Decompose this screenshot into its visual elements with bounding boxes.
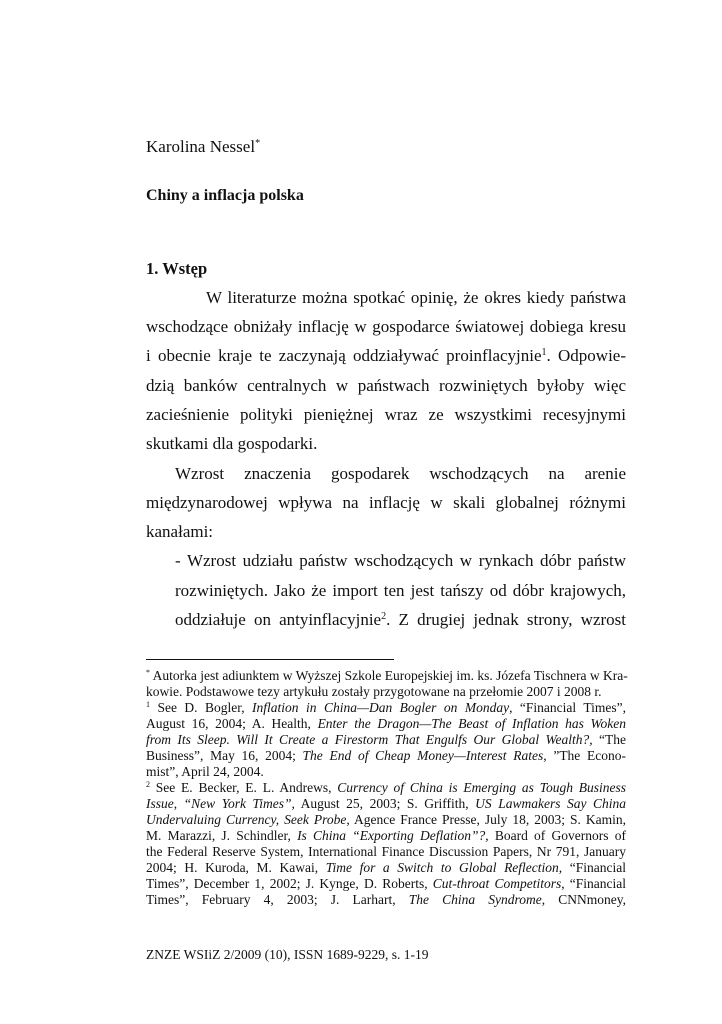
body-line: wschodzące obniżały inflację w gospodarce światowej dobiega kresu [146,317,626,336]
author-name [146,137,260,157]
footnote-text: August 16, 2004; A. Health, [146,716,318,731]
footnote-italic: Undervaluing Currency, Seek Probe [146,812,347,827]
body-line: skutkami dla gospodarki. [146,434,318,453]
body-line: zacieśnienie polityki pieniężnej wraz ze wszystkimi recesyjnymi [146,405,626,424]
footnote-ref: 1 [541,347,547,358]
footnote-text: See E. Becker, E. L. Andrews, [150,780,338,795]
footnote-text: See D. Bogler, [150,700,253,715]
footnote-line: kowie. Podstawowe tezy artykułu zostały przygotowane na przełomie 2007 i 2008 r. [146,684,602,699]
footnote-line [146,828,626,844]
footnote-ref: 2 [381,611,387,622]
footnote-text: , CNNmoney, [541,892,626,907]
footnote-italic: Is China “Exporting Deflation”? [297,828,486,843]
body-text: . Z drugiej jednak strony, wzrost [386,610,627,629]
page-footer: ZNZE WSIiZ 2/2009 (10), ISSN 1689-9229, s. 1-19 [146,947,429,962]
footnote-text: Times”, December 1, 2002; J. Kynge, D. Roberts, [146,876,433,891]
footnote-line [146,796,626,812]
bullet-line [175,609,626,631]
body-text: . Odpowie- [546,346,627,365]
footnote-italic: Currency of China is Emerging as Tough Business [337,780,626,795]
footnote-text: , “Financial Times”, [509,700,626,715]
footnote-text: , “Financial [561,876,627,891]
footnote-italic: Issue [146,796,174,811]
footnote-italic: Inflation in China—Dan Bogler on Monday [252,700,510,715]
footnote-line [146,716,626,732]
footnote-line [146,748,626,764]
footnote-mark: 1 [146,700,150,709]
footnote-mark: * [146,668,150,677]
footnote-text: M. Marazzi, J. Schindler, [146,828,298,843]
footnote-italic: from Its Sleep. Will It Create a Firestorm That Engulfs Our Global Wealth?, [146,732,593,747]
footnote-line [146,876,626,892]
body-line: dzią banków centralnych w państwach rozwiniętych byłoby więc [146,376,626,395]
body-line: międzynarodowej wpływa na inflację w skali globalnej różnymi [146,493,626,512]
footnote-line [146,732,626,748]
footnote-line [146,812,626,828]
section-heading: 1. Wstęp [146,259,208,278]
footnote-text: Times”, February 4, 2003; J. Larhart, [146,892,409,907]
footnote-italic: The End of Cheap Money—Interest Rates [302,748,544,763]
footnote-text: August 25, 2003; S. Griffith, [294,796,476,811]
body-line: kanałami: [146,522,214,541]
footnote-text: Autorka jest adiunktem w Wyższej Szkole Europejskiej im. ks. Józefa Tischnera w Kra- [150,668,628,683]
footnote-line: the Federal Reserve System, International Finance Discussion Papers, Nr 791, January [146,844,626,859]
footnote-separator [146,659,394,660]
footnote-italic: Cut-throat Competitors [432,876,562,891]
footnote-line [146,668,626,684]
footnote-italic: Enter the Dragon—The Beast of Inflation has Woken [317,716,626,731]
footnote-line: mist”, April 24, 2004. [146,764,264,779]
author-text: Karolina Nessel [146,137,256,156]
footnote-line [146,860,626,876]
footnote-italic: “New York Times”, [183,796,295,811]
body-text: i obecnie kraje te zaczynają oddziaływać proinflacyjnie [146,346,542,365]
article-title: Chiny a inflacja polska [146,187,304,204]
footnote-line [146,700,626,716]
body-line: Wzrost znaczenia gospodarek wschodzących na arenie [175,464,626,483]
footnote-italic: Time for a Switch to Global Reflection, [325,860,563,875]
footnote-text: Business”, May 16, 2004; [146,748,303,763]
body-line: W literaturze można spotkać opinię, że okres kiedy państwa [206,288,626,307]
body-line [146,345,626,367]
footnote-text: , Agence France Presse, July 18, 2003; S. Kamin, [346,812,626,827]
footnote-text: , ”The Econo- [543,748,626,763]
footnote-text: , [173,796,184,811]
footnote-text: “Financial [562,860,626,875]
bullet-line: rozwiniętych. Jako że import ten jest tańszy od dóbr krajowych, [175,581,626,600]
footnote-text: 2004; H. Kuroda, M. Kawai, [146,860,326,875]
footnote-italic: US Lawmakers Say China [475,796,626,811]
body-text: oddziałuje on antyinflacyjnie [175,610,382,629]
footnote-text: , Board of Governors of [485,828,626,843]
author-footnote-mark: * [255,138,261,149]
footnote-line [146,780,626,796]
footnote-italic: The China Syndrome [408,892,542,907]
footnote-text: “The [592,732,626,747]
footnote-line [146,892,626,908]
footnote-mark: 2 [146,780,150,789]
bullet-line: - Wzrost udziału państw wschodzących w rynkach dóbr państw [175,551,626,570]
